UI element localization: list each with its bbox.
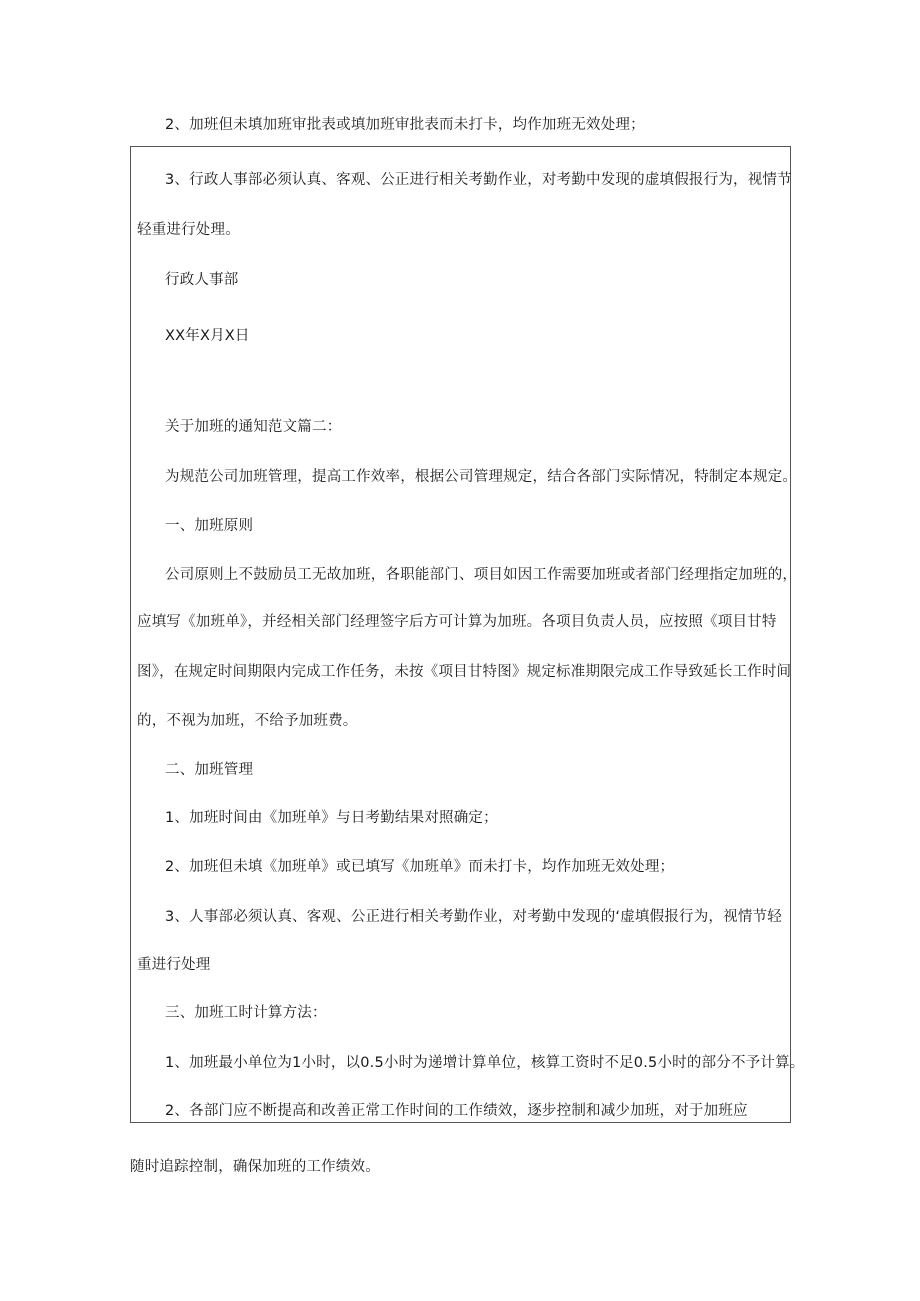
management-item-1: 1、加班时间由《加班单》与日考勤结果对照确定； bbox=[165, 810, 498, 826]
intro-paragraph: 为规范公司加班管理，提高工作效率，根据公司管理规定，结合各部门实际情况，特制定本规定。 bbox=[165, 469, 798, 485]
heading-calculation: 三、加班工时计算方法： bbox=[165, 1005, 327, 1021]
principle-line-4: 的，不视为加班，不给予加班费。 bbox=[137, 713, 358, 729]
calculation-item-1: 1、加班最小单位为1小时，以0.5小时为递增计算单位，核算工资时不足0.5小时的部分不予计算。 bbox=[165, 1055, 805, 1071]
management-item-3-line-1: 3、人事部必须认真、客观、公正进行相关考勤作业，对考勤中发现的‘虚填假报行为，视情节轻 bbox=[165, 909, 782, 925]
item-3-line-1: 3、行政人事部必须认真、客观、公正进行相关考勤作业，对考勤中发现的虚填假报行为，视情节 bbox=[165, 172, 792, 188]
item-3-line-2: 轻重进行处理。 bbox=[137, 222, 240, 238]
principle-line-1: 公司原则上不鼓励员工无故加班，各职能部门、项目如因工作需要加班或者部门经理指定加班的， bbox=[165, 567, 798, 583]
calculation-item-2: 2、各部门应不断提高和改善正常工作时间的工作绩效，逐步控制和减少加班，对于加班应 bbox=[165, 1103, 748, 1119]
heading-management: 二、加班管理 bbox=[165, 762, 254, 778]
principle-line-2: 应填写《加班单》，并经相关部门经理签字后方可计算为加班。各项目负责人员，应按照《项目甘特 bbox=[137, 614, 777, 630]
management-item-3-line-2: 重进行处理 bbox=[137, 957, 211, 973]
section-title: 关于加班的通知范文篇二： bbox=[165, 419, 342, 435]
content-frame bbox=[130, 146, 791, 1123]
management-item-2: 2、加班但未填《加班单》或已填写《加班单》而未打卡，均作加班无效处理； bbox=[165, 859, 675, 875]
bottom-line: 随时追踪控制，确保加班的工作绩效。 bbox=[130, 1159, 380, 1175]
top-item-2: 2、加班但未填加班审批表或填加班审批表而未打卡，均作加班无效处理； bbox=[165, 117, 645, 133]
principle-line-3: 图》，在规定时间期限内完成工作任务，未按《项目甘特图》规定标准期限完成工作导致延长工作时间 bbox=[137, 664, 792, 680]
signature-department: 行政人事部 bbox=[165, 272, 239, 288]
heading-principles: 一、加班原则 bbox=[165, 518, 254, 534]
signature-date: XX年X月X日 bbox=[165, 328, 250, 344]
